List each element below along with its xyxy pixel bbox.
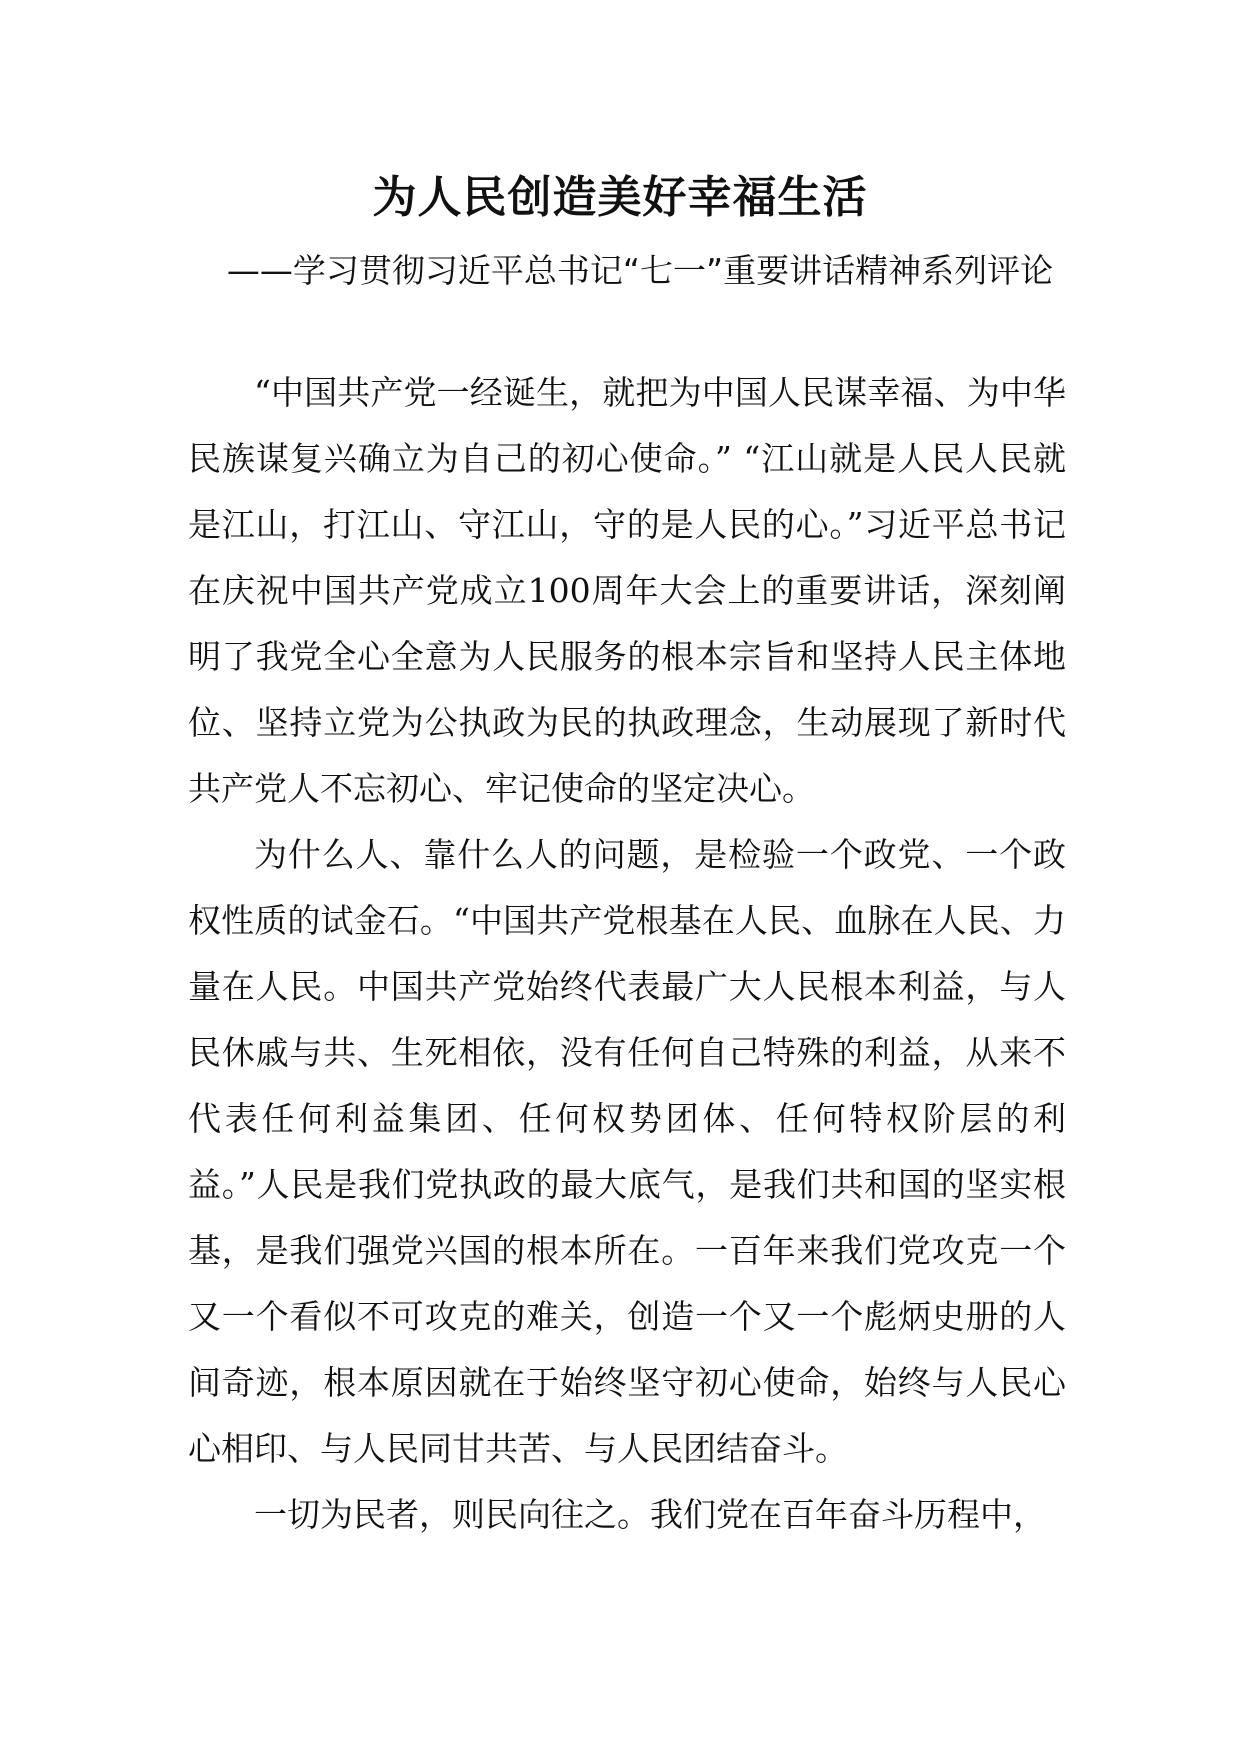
- paragraph: 一切为民者，则民向往之。我们党在百年奋斗历程中，: [254, 1495, 1046, 1534]
- page-subtitle: ——学习贯彻习近平总书记“七一”重要讲话精神系列评论: [226, 251, 1054, 290]
- paragraph: 为什么人、靠什么人的问题，是检验一个政党、一个政权性质的试金石。“中国共产党根基在人民、血脉在人民、力量在人民。中国共产党始终代表最广大人民根本利益，与人民休戚与共、生死相依，没有任何自己特殊的利益，从来不代表任何利益集团、任何权势团体、任何特权阶层的利益。”人民是我们党执政的最大底气，是我们共和国的坚实根基，是我们强党兴国的根本所在。一百年来我们党攻克一个又一个看似不可攻克的难关，创造一个又一个彪炳史册的人间奇迹，根本原因就在于始终坚守初心使命，始终与人民心心相印、与人民同甘共苦、与人民团结奋斗。: [188, 835, 1066, 1468]
- article-body: [188, 360, 1066, 1548]
- page-title: 为人民创造美好幸福生活: [372, 172, 868, 223]
- paragraph: “中国共产党一经诞生，就把为中国人民谋幸福、为中华民族谋复兴确立为自己的初心使命。” “江山就是人民人民就是江山，打江山、守江山，守的是人民的心。”习近平总书记在庆祝中国共产党成立100周年大会上的重要讲话，深刻阐明了我党全心全意为人民服务的根本宗旨和坚持人民主体地位、坚持立党为公执政为民的执政理念，生动展现了新时代共产党人不忘初心、牢记使命的坚定决心。: [188, 373, 1066, 808]
